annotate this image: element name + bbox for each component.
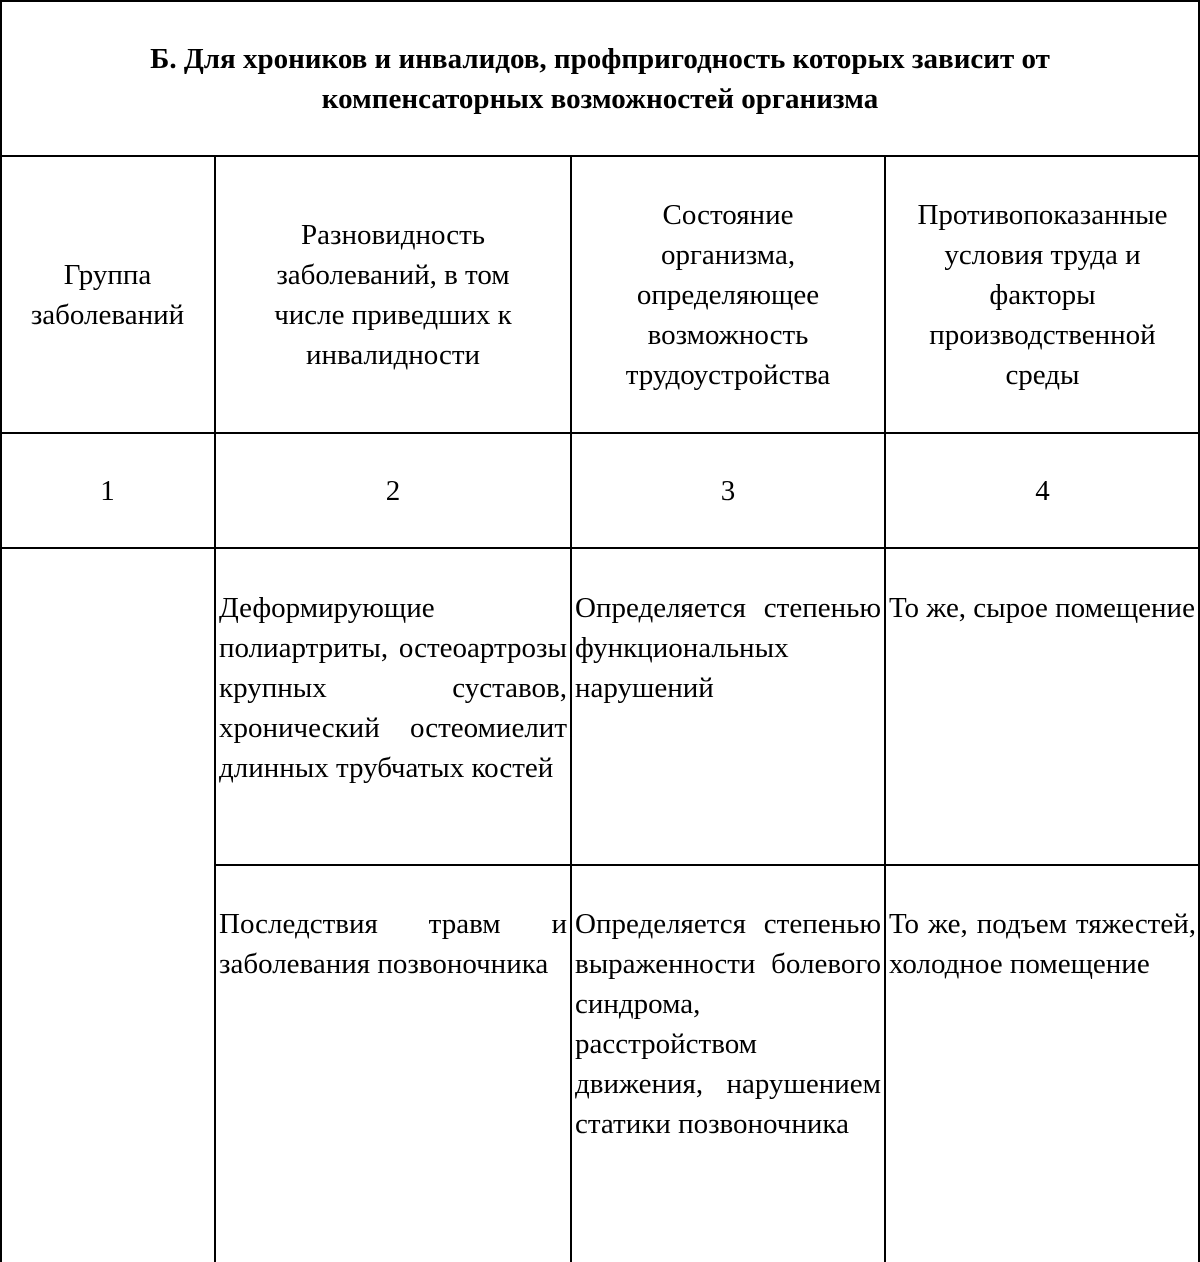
row2-contraindications: То же, подъем тяжестей, холодное помещение: [889, 908, 1196, 980]
row1-type: Деформирующие полиартриты, остеоартрозы крупных суставов, хронический остеомиелит длинных трубчатых костей: [219, 592, 567, 784]
column-number-3: 3: [720, 474, 736, 507]
row2-type: Последствия травм и заболевания позвоночника: [219, 908, 567, 980]
header-condition: Состояние организма, определяющее возможность трудоустройства: [625, 199, 831, 391]
header-type: Разновидность заболеваний, в том числе приведших к инвалидности: [274, 219, 512, 371]
row1-condition: Определяется степенью функциональных нарушений: [575, 592, 881, 704]
column-number-2: 2: [385, 474, 401, 507]
column-number-1: 1: [100, 474, 115, 507]
header-group: Группа заболеваний: [30, 259, 185, 331]
header-contraindications: Противопоказанные условия труда и факторы производственной среды: [917, 199, 1168, 391]
row-group-cell: [0, 548, 215, 1262]
table-title: Б. Для хроников и инвалидов, профпригодность которых зависит от компенсаторных возможностей организма: [0, 0, 1200, 157]
grid-line-numbers-bottom: [0, 547, 1200, 549]
grid-line-col2: [570, 157, 572, 1262]
grid-line-left: [0, 157, 2, 1262]
grid-line-header-bottom: [0, 432, 1200, 434]
grid-line-col3: [884, 157, 886, 1262]
grid-line-row1-bottom: [214, 864, 1200, 866]
grid-line-col1: [214, 157, 216, 1262]
row2-condition: Определяется степенью выраженности болевого синдрома, расстройством движения, нарушением статики позвоночника: [575, 908, 881, 1140]
column-number-4: 4: [1035, 474, 1050, 507]
row1-contraindications: То же, сырое помещение: [889, 592, 1195, 624]
